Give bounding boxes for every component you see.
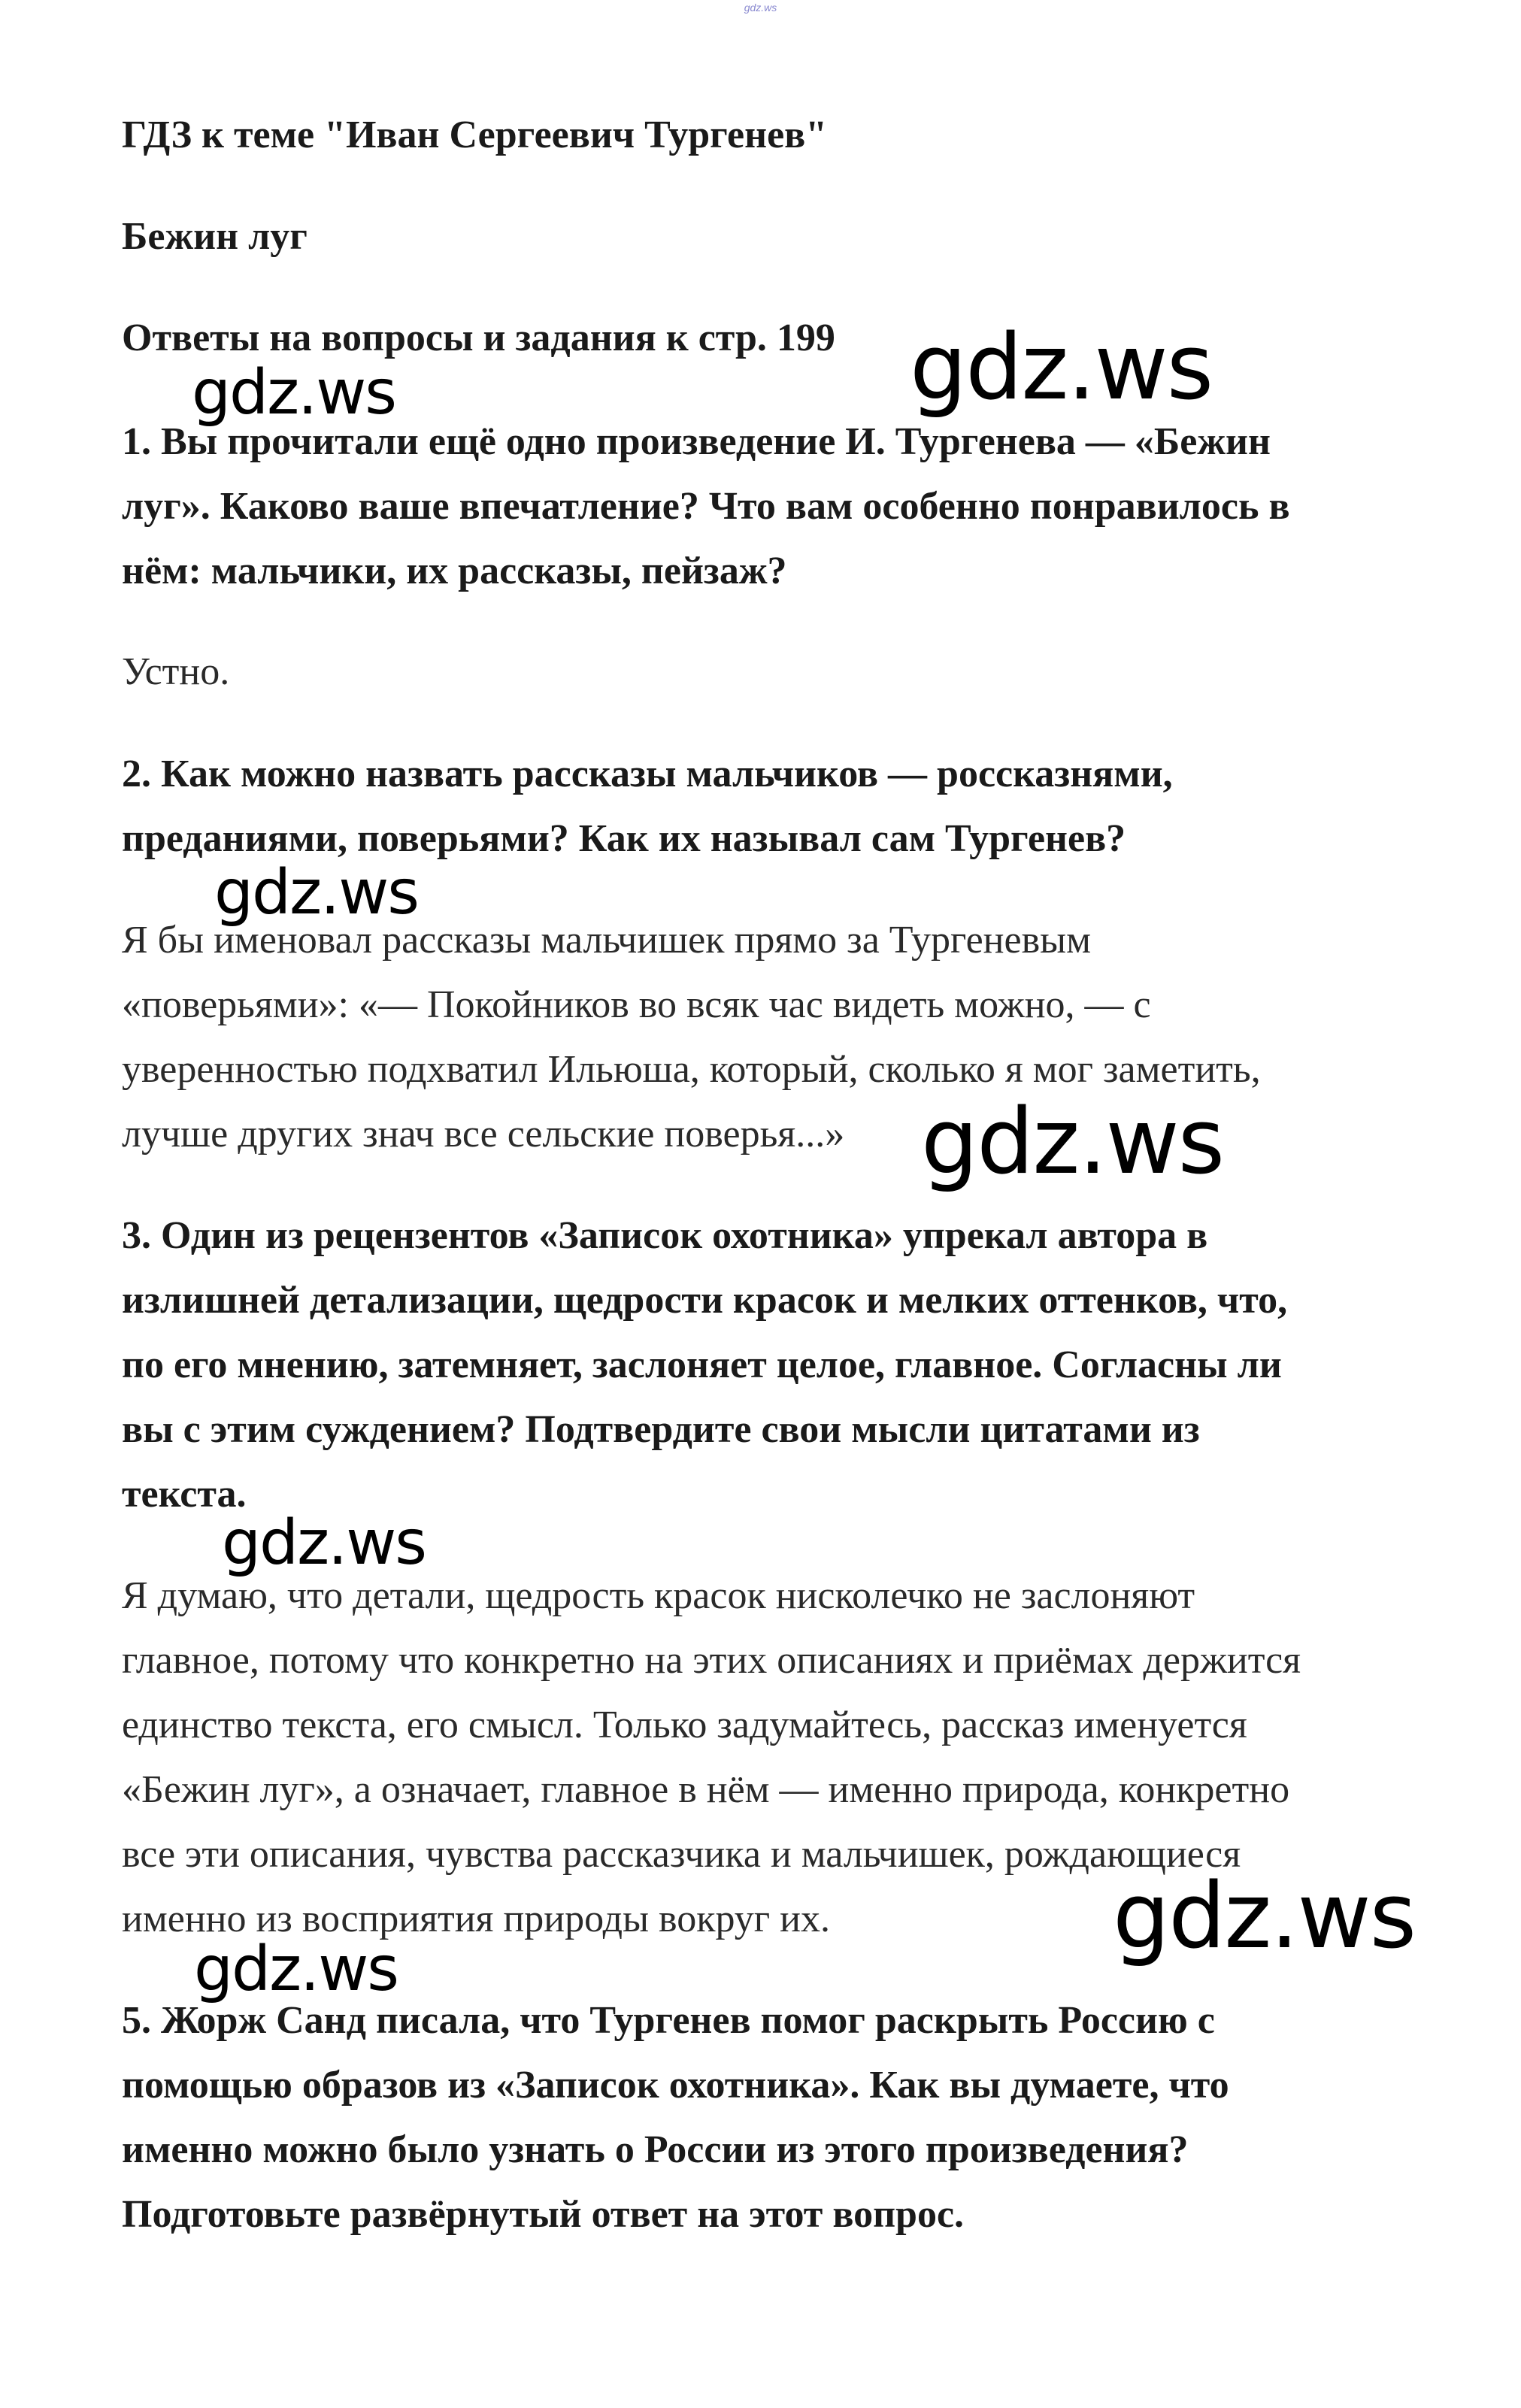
answer-3-line-1: Я думаю, что детали, щедрость красок нисколечко не заслоняют [122, 1574, 1195, 1617]
answer-3-line-2: главное, потому что конкретно на этих описаниях и приёмах держится [122, 1639, 1301, 1682]
question-3-line-5: текста. [122, 1473, 247, 1516]
top-watermark: gdz.ws [744, 2, 777, 14]
answer-3-line-3: единство текста, его смысл. Только задумайтесь, рассказ именуется [122, 1704, 1247, 1746]
watermark: gdz.ws [921, 1090, 1224, 1195]
watermark: gdz.ws [214, 857, 418, 928]
answer-2-line-2: «поверьями»: «— Покойников во всяк час видеть можно, — с [122, 983, 1151, 1026]
answer-2-line-4: лучше других знач все сельские поверья...» [122, 1113, 845, 1156]
answer-3-line-6: именно из восприятия природы вокруг их. [122, 1898, 830, 1940]
answer-2-line-3: уверенностью подхватил Ильюша, который, сколько я мог заметить, [122, 1048, 1261, 1091]
watermark: gdz.ws [1113, 1864, 1416, 1969]
watermark: gdz.ws [910, 316, 1213, 420]
answer-2-line-1: Я бы именовал рассказы мальчишек прямо за Тургеневым [122, 919, 1091, 962]
question-5-line-2: помощью образов из «Записок охотника». Как вы думаете, что [122, 2064, 1229, 2107]
watermark: gdz.ws [192, 357, 395, 429]
question-3-line-3: по его мнению, затемняет, заслоняет целое, главное. Согласны ли [122, 1343, 1282, 1386]
question-5-line-3: именно можно было узнать о России из этого произведения? [122, 2128, 1189, 2171]
watermark: gdz.ws [222, 1507, 426, 1579]
answer-3-line-4: «Бежин луг», а означает, главное в нём — именно природа, конкретно [122, 1768, 1290, 1811]
question-2-line-2: преданиями, поверьями? Как их называл сам Тургенев? [122, 817, 1126, 860]
answer-1-line-1: Устно. [122, 650, 230, 693]
watermark: gdz.ws [194, 1934, 398, 2005]
section-heading: Ответы на вопросы и задания к стр. 199 [122, 317, 835, 359]
question-1-line-3: нём: мальчики, их рассказы, пейзаж? [122, 550, 787, 592]
question-2-line-1: 2. Как можно назвать рассказы мальчиков — россказнями, [122, 753, 1173, 795]
question-5-line-1: 5. Жорж Санд писала, что Тургенев помог раскрыть Россию с [122, 1999, 1215, 2042]
page-subtitle: Бежин луг [122, 215, 308, 258]
question-5-line-4: Подготовьте развёрнутый ответ на этот вопрос. [122, 2193, 965, 2236]
page-title: ГДЗ к теме "Иван Сергеевич Тургенев" [122, 114, 828, 156]
question-3-line-2: излишней детализации, щедрости красок и мелких оттенков, что, [122, 1279, 1288, 1322]
question-3-line-4: вы с этим суждением? Подтвердите свои мысли цитатами из [122, 1408, 1200, 1451]
question-1-line-1: 1. Вы прочитали ещё одно произведение И. Тургенева — «Бежин [122, 420, 1271, 463]
question-1-line-2: луг». Каково ваше впечатление? Что вам особенно понравилось в [122, 485, 1290, 528]
answer-3-line-5: все эти описания, чувства рассказчика и мальчишек, рождающиеся [122, 1833, 1241, 1876]
question-3-line-1: 3. Один из рецензентов «Записок охотника» упрекал автора в [122, 1214, 1208, 1257]
